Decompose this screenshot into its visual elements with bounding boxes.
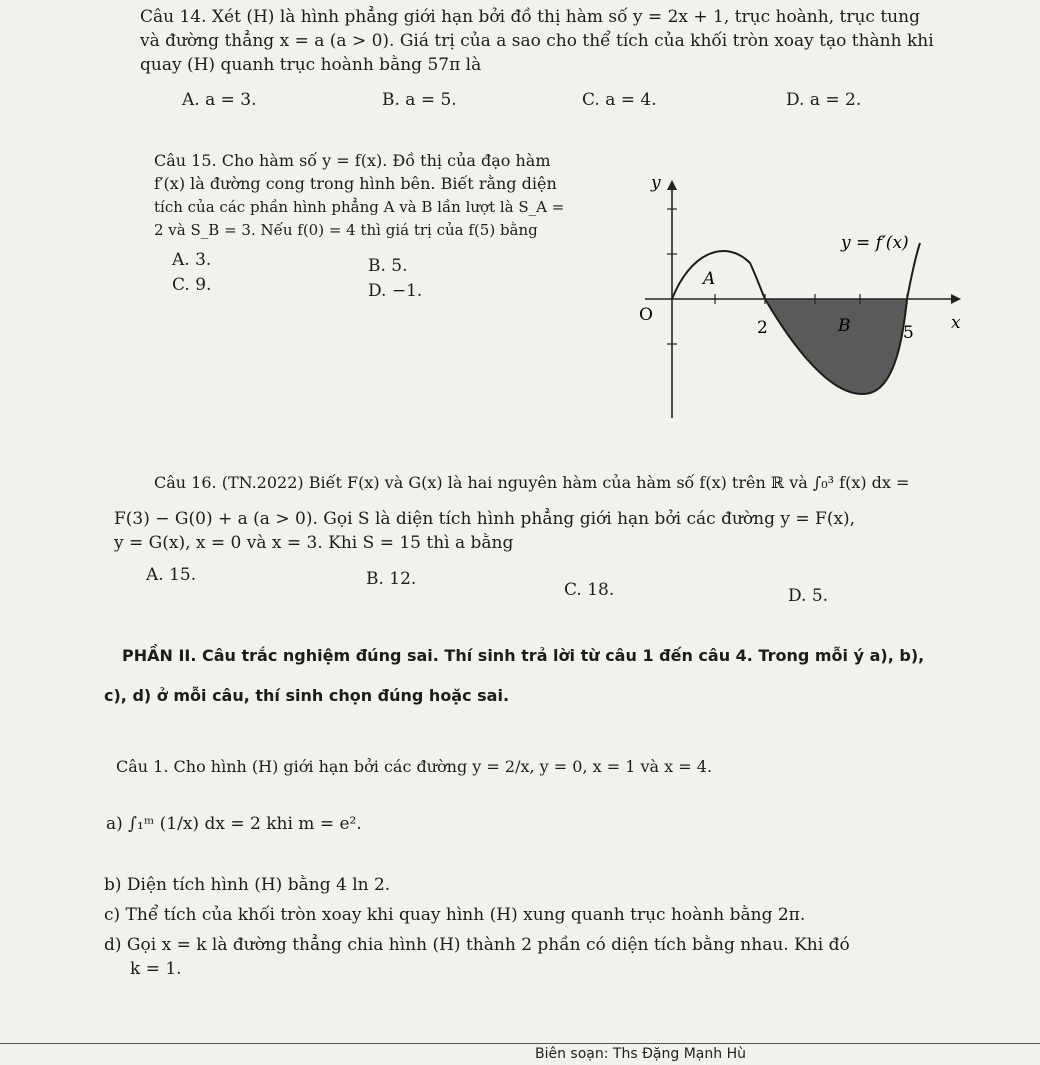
part2-line2: c), d) ở mỗi câu, thí sinh chọn đúng hoặc sai. [104,686,510,705]
q14-option-b: B. a = 5. [382,90,457,110]
q16-line3: y = G(x), x = 0 và x = 3. Khi S = 15 thì a bằng [114,533,514,553]
x-axis-label: x [951,313,961,333]
q16-line2: F(3) − G(0) + a (a > 0). Gọi S là diện tích hình phẳng giới hạn bởi các đường y = F(x), [114,509,856,529]
q14-line2: và đường thẳng x = a (a > 0). Giá trị của a sao cho thể tích của khối tròn xoay tạo thành khi [140,31,934,51]
q15-line1: Câu 15. Cho hàm số y = f(x). Đồ thị của đạo hàm [154,151,551,170]
derivative-graph [615,168,975,433]
region-a-label: A [703,269,716,289]
q14-option-a: A. a = 3. [182,90,257,110]
footer-credit: Biên soạn: Ths Đặng Mạnh Hù [535,1046,746,1062]
y-axis-label: y [651,173,661,193]
tick-label-2: 2 [757,318,768,338]
q15-option-c: C. 9. [172,275,212,295]
q14-option-c: C. a = 4. [582,90,657,110]
c1-stem: Câu 1. Cho hình (H) giới hạn bởi các đường y = 2/x, y = 0, x = 1 và x = 4. [116,757,713,776]
origin-label: O [639,305,653,325]
q16-option-a: A. 15. [146,565,197,585]
q16-option-c: C. 18. [564,580,615,600]
footer-rule [0,1043,1040,1044]
q15-line3: tích của các phần hình phẳng A và B lần lượt là S_A = [154,198,565,216]
q14-option-d: D. a = 2. [786,90,862,110]
q14-line3: quay (H) quanh trục hoành bằng 57π là [140,55,482,75]
c1-item-d-line2: k = 1. [130,959,182,979]
q16-line1: Câu 16. (TN.2022) Biết F(x) và G(x) là hai nguyên hàm của hàm số f(x) trên ℝ và ∫₀³ f(x) dx = [154,473,910,492]
c1-item-c: c) Thể tích của khối tròn xoay khi quay hình (H) xung quanh trục hoành bằng 2π. [104,905,806,925]
q15-option-a: A. 3. [172,250,212,270]
x-axis-arrow [951,294,961,304]
y-axis-arrow [667,180,677,190]
region-b-label: B [838,316,851,336]
c1-item-d-line1: d) Gọi x = k là đường thẳng chia hình (H) thành 2 phần có diện tích bằng nhau. Khi đó [104,935,850,955]
c1-item-a: a) ∫₁ᵐ (1/x) dx = 2 khi m = e². [106,814,362,834]
q16-option-d: D. 5. [788,586,829,606]
q16-option-b: B. 12. [366,569,417,589]
tick-label-5: 5 [903,323,914,343]
q15-line2: f′(x) là đường cong trong hình bên. Biết rằng diện [154,174,557,193]
q14-line1: Câu 14. Xét (H) là hình phẳng giới hạn bởi đồ thị hàm số y = 2x + 1, trục hoành, trục tung [140,7,920,27]
q15-line4: 2 và S_B = 3. Nếu f(0) = 4 thì giá trị của f(5) bằng [154,221,538,239]
q15-option-d: D. −1. [368,281,423,301]
q15-option-b: B. 5. [368,256,408,276]
part2-line1: PHẦN II. Câu trắc nghiệm đúng sai. Thí sinh trả lời từ câu 1 đến câu 4. Trong mỗi ý a), b), [122,646,925,665]
curve-label: y = f′(x) [841,233,909,253]
c1-item-b: b) Diện tích hình (H) bằng 4 ln 2. [104,875,391,895]
